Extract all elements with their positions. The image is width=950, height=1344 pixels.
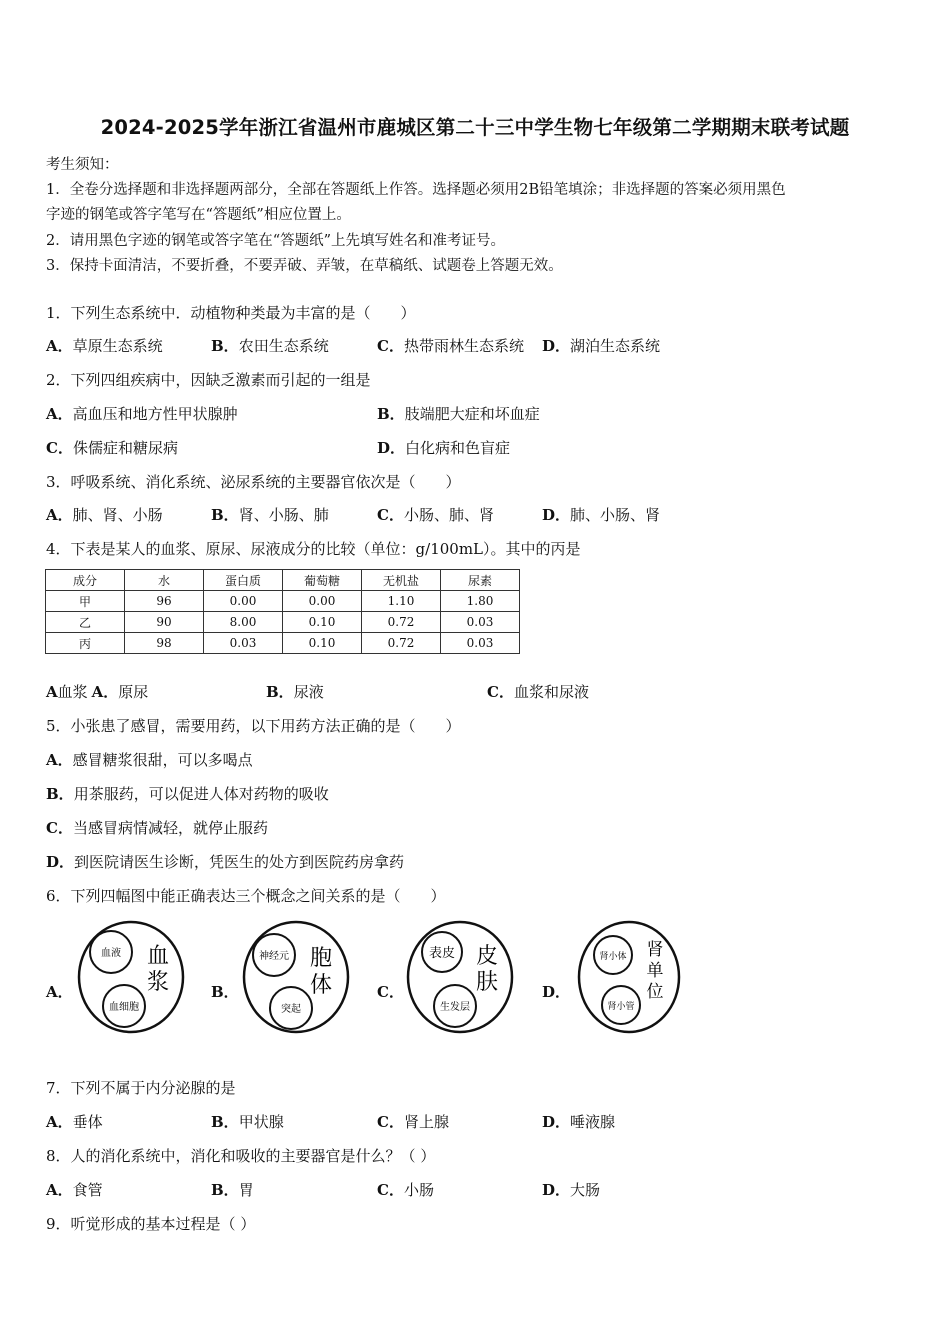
notice-heading: 考生须知： [46, 157, 119, 173]
question-5-option-c: C．当感冒病情减轻，就停止服药 [46, 819, 268, 837]
table-cell: 甲 [46, 591, 125, 612]
question-7-option-c: C．肾上腺 [377, 1113, 449, 1131]
question-6-option-d-letter: D． [542, 983, 571, 1001]
question-5-option-a: A．感冒糖浆很甜，可以多喝点 [46, 751, 253, 769]
big-label: 浆 [146, 970, 170, 995]
table-cell: 90 [125, 612, 204, 633]
question-1-option-d: D．湖泊生态系统 [542, 337, 661, 355]
question-3-option-a: A．肺、肾、小肠 [46, 506, 163, 524]
question-8-option-c: C．小肠 [377, 1181, 434, 1199]
table-header: 蛋白质 [204, 570, 283, 591]
question-4-stem: 4．下表是某人的血浆、原尿、尿液成分的比较（单位：g/100mL）。其中的丙是 [46, 540, 581, 558]
table-cell: 0.72 [362, 633, 441, 654]
question-3-stem: 3．呼吸系统、消化系统、泌尿系统的主要器官依次是（ ） [46, 473, 461, 491]
table-cell: 0.10 [283, 612, 362, 633]
question-7-option-d: D．唾液腺 [542, 1113, 616, 1131]
question-2-stem: 2．下列四组疾病中，因缺乏激素而引起的一组是 [46, 371, 371, 389]
big-label: 体 [309, 973, 333, 998]
question-3-option-b: B．肾、小肠、肺 [211, 506, 329, 524]
question-1-stem: 1．下列生态系统中．动植物种类最为丰富的是（ ） [46, 304, 416, 322]
composition-table [45, 569, 520, 654]
big-label: 位 [646, 982, 664, 1002]
small-label-2: 突起 [281, 1004, 301, 1015]
table-header: 尿素 [441, 570, 520, 591]
question-2-option-a: A．高血压和地方性甲状腺肿 [46, 405, 238, 423]
small-label-1: 神经元 [259, 951, 289, 962]
table-cell: 96 [125, 591, 204, 612]
question-1-option-b: B．农田生态系统 [211, 337, 329, 355]
question-9-stem: 9．听觉形成的基本过程是（ ） [46, 1215, 256, 1233]
small-label-2: 生发层 [440, 1002, 470, 1013]
question-8-option-a: A．食管 [46, 1181, 103, 1199]
question-8-stem: 8．人的消化系统中，消化和吸收的主要器官是什么？（ ） [46, 1147, 436, 1165]
big-label: 皮 [475, 944, 499, 969]
question-3-option-c: C．小肠、肺、肾 [377, 506, 494, 524]
small-label-1: 血液 [101, 948, 121, 959]
question-6-option-c-letter: C． [377, 983, 404, 1001]
table-cell: 0.00 [283, 591, 362, 612]
table-cell: 8.00 [204, 612, 283, 633]
concept-diagram-a [76, 918, 188, 1036]
table-row [46, 591, 520, 612]
notice-line: 3．保持卡面清洁，不要折叠，不要弄破、弄皱，在草稿纸、试题卷上答题无效。 [46, 258, 563, 274]
question-7-option-b: B．甲状腺 [211, 1113, 284, 1131]
big-label: 肾 [646, 940, 664, 960]
concept-diagram-d [575, 918, 683, 1036]
question-6-stem: 6．下列四幅图中能正确表达三个概念之间关系的是（ ） [46, 887, 446, 905]
table-header: 无机盐 [362, 570, 441, 591]
table-cell: 0.03 [441, 612, 520, 633]
table-cell: 0.03 [441, 633, 520, 654]
question-1-option-c: C．热带雨林生态系统 [377, 337, 524, 355]
table-cell: 1.10 [362, 591, 441, 612]
small-label-2: 肾小管 [607, 1002, 635, 1012]
table-cell: 0.03 [204, 633, 283, 654]
table-row [46, 633, 520, 654]
table-cell: 98 [125, 633, 204, 654]
notice-line: 2．请用黑色字迹的钢笔或答字笔在“答题纸”上先填写姓名和准考证号。 [46, 233, 506, 249]
question-4-options-ab: A血浆 A．原尿 [46, 683, 149, 701]
question-5-option-d: D．到医院请医生诊断，凭医生的处方到医院药房拿药 [46, 853, 405, 871]
table-cell: 乙 [46, 612, 125, 633]
table-header: 葡萄糖 [283, 570, 362, 591]
page-title: 2024-2025学年浙江省温州市鹿城区第二十三中学生物七年级第二学期期末联考试题 [100, 116, 850, 139]
question-4-option-c: C．血浆和尿液 [487, 683, 589, 701]
question-1-option-a: A．草原生态系统 [46, 337, 163, 355]
big-label: 胞 [309, 946, 333, 971]
question-7-stem: 7．下列不属于内分泌腺的是 [46, 1079, 236, 1097]
question-6-option-b-letter: B． [211, 983, 239, 1001]
big-label: 血 [146, 944, 170, 969]
small-label-2: 血细胞 [109, 1002, 139, 1013]
question-7-option-a: A．垂体 [46, 1113, 103, 1131]
question-2-option-d: D．白化病和色盲症 [377, 439, 511, 457]
notice-line: 字迹的钢笔或答字笔写在“答题纸”相应位置上。 [46, 207, 351, 223]
table-cell: 1.80 [441, 591, 520, 612]
big-label: 肤 [475, 970, 499, 995]
question-6-option-a-letter: A． [46, 983, 73, 1001]
question-2-option-b: B．肢端肥大症和坏血症 [377, 405, 540, 423]
question-5-option-b: B．用茶服药，可以促进人体对药物的吸收 [46, 785, 329, 803]
question-8-option-d: D．大肠 [542, 1181, 601, 1199]
big-label: 单 [646, 961, 664, 981]
question-2-option-c: C．侏儒症和糖尿病 [46, 439, 178, 457]
table-cell: 0.00 [204, 591, 283, 612]
question-4-option-b: B．尿液 [266, 683, 324, 701]
concept-diagram-c [405, 918, 517, 1036]
table-header: 成分 [46, 570, 125, 591]
table-row [46, 612, 520, 633]
question-3-option-d: D．肺、小肠、肾 [542, 506, 661, 524]
notice-line: 1．全卷分选择题和非选择题两部分，全部在答题纸上作答。选择题必须用2B铅笔填涂；非选择题的答案必须用黑色 [46, 182, 786, 198]
table-cell: 丙 [46, 633, 125, 654]
table-header: 水 [125, 570, 204, 591]
small-label-1: 表皮 [428, 946, 456, 961]
concept-diagram-b [241, 918, 353, 1036]
small-label-1: 肾小体 [599, 952, 627, 962]
table-cell: 0.10 [283, 633, 362, 654]
question-8-option-b: B．胃 [211, 1181, 254, 1199]
table-cell: 0.72 [362, 612, 441, 633]
question-5-stem: 5．小张患了感冒，需要用药，以下用药方法正确的是（ ） [46, 717, 461, 735]
table-header-row [46, 570, 520, 591]
